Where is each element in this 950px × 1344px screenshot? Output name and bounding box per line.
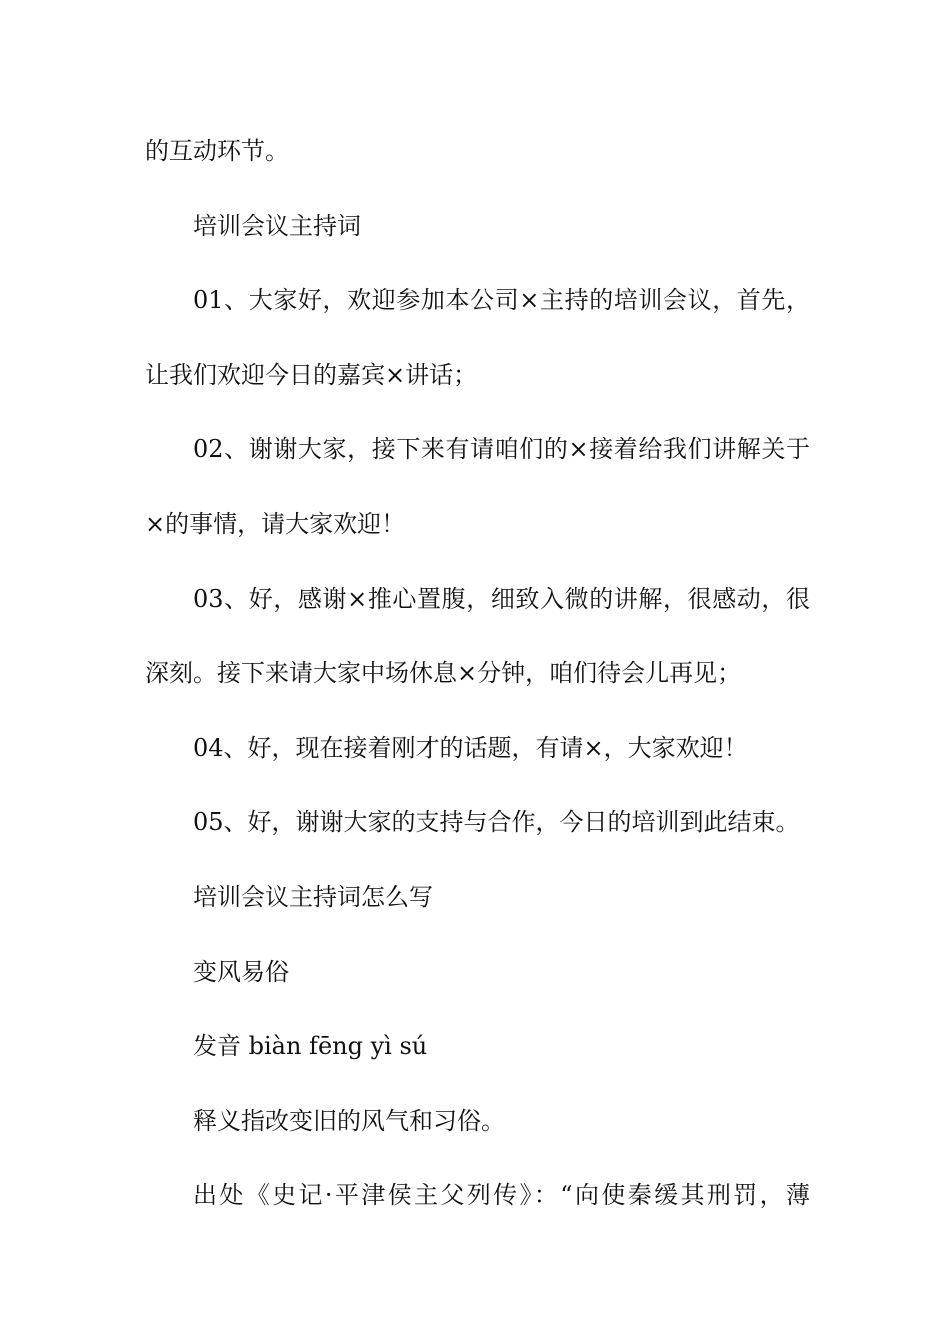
paragraph-02-line2: ×的事情，请大家欢迎！ (145, 510, 406, 538)
paragraph-continuation: 的互动环节。 (145, 137, 289, 165)
idiom-pronunciation: 发音 biàn fēng yì sú (193, 1032, 428, 1060)
idiom-source: 出处《史记·平津侯主父列传》：“向使秦缓其刑罚，薄 (193, 1181, 810, 1209)
paragraph-01-line1: 01、大家好，欢迎参加本公司×主持的培训会议，首先， (193, 286, 810, 314)
paragraph-04: 04、好，现在接着刚才的话题，有请×，大家欢迎！ (193, 734, 748, 762)
section-heading-2: 培训会议主持词怎么写 (193, 883, 433, 911)
paragraph-02-line1: 02、谢谢大家，接下来有请咱们的×接着给我们讲解关于 (193, 435, 810, 463)
paragraph-05: 05、好，谢谢大家的支持与合作，今日的培训到此结束。 (193, 808, 800, 836)
paragraph-03-line2: 深刻。接下来请大家中场休息×分钟，咱们待会儿再见； (145, 659, 742, 687)
idiom-definition: 释义指改变旧的风气和习俗。 (193, 1107, 505, 1135)
idiom-title: 变风易俗 (193, 958, 289, 986)
section-heading: 培训会议主持词 (193, 212, 361, 240)
paragraph-01-line2: 让我们欢迎今日的嘉宾×讲话； (145, 361, 478, 389)
paragraph-03-line1: 03、好，感谢×推心置腹，细致入微的讲解，很感动，很 (193, 585, 810, 613)
